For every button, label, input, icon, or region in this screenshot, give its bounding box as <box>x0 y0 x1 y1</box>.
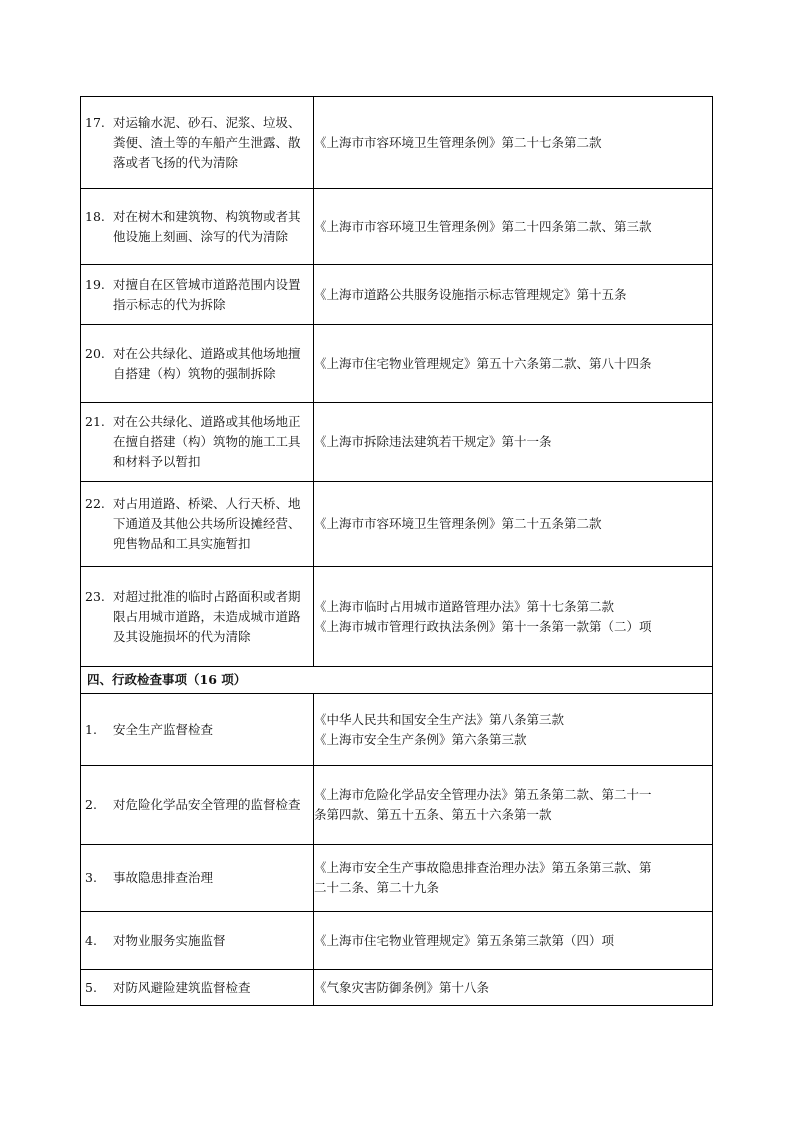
item-text: 对运输水泥、砂石、泥浆、垃圾、粪便、渣土等的车船产生泄露、散落或者飞扬的代为清除 <box>113 114 301 170</box>
law-reference: 《上海市安全生产事故隐患排查治理办法》第五条第三款、第 <box>314 860 652 875</box>
law-reference: 《上海市道路公共服务设施指示标志管理规定》第十五条 <box>314 286 627 302</box>
table-row <box>81 567 713 667</box>
law-reference: 《上海市安全生产条例》第六条第三款 <box>314 731 527 747</box>
law-reference: 《上海市拆除违法建筑若干规定》第十一条 <box>314 434 552 449</box>
law-cell <box>314 189 713 265</box>
law-reference: 《中华人民共和国安全生产法》第八条第三款 <box>314 711 565 727</box>
law-cell <box>314 766 713 845</box>
law-reference: 《上海市危险化学品安全管理办法》第五条第二款、第二十一 <box>314 787 652 802</box>
regulation-table <box>80 96 713 1006</box>
table-row <box>81 694 713 766</box>
law-cell <box>314 970 713 1006</box>
item-cell <box>81 482 314 567</box>
law-cell <box>314 567 713 667</box>
item-text: 事故隐患排查治理 <box>113 870 214 885</box>
item-cell <box>81 694 314 766</box>
law-cell <box>314 403 713 482</box>
law-reference: 《上海市住宅物业管理规定》第五十六条第二款、第八十四条 <box>314 355 652 371</box>
item-cell <box>81 912 314 970</box>
item-cell <box>81 325 314 403</box>
item-text: 对在公共绿化、道路或其他场地正在擅自搭建（构）筑物的施工工具和材料予以暂扣 <box>113 414 301 469</box>
table-row <box>81 482 713 567</box>
law-reference: 《上海市城市管理行政执法条例》第十一条第一款第（二）项 <box>314 618 652 634</box>
item-text: 对防风避险建筑监督检查 <box>113 979 251 995</box>
item-number: 19. <box>85 276 105 292</box>
item-number: 21. <box>85 414 105 429</box>
law-reference: 《气象灾害防御条例》第十八条 <box>314 979 490 995</box>
law-reference: 《上海市住宅物业管理规定》第五条第三款第（四）项 <box>314 932 615 948</box>
item-number: 18. <box>85 208 105 224</box>
table-row <box>81 766 713 845</box>
law-cell <box>314 845 713 912</box>
item-text: 对危险化学品安全管理的监督检查 <box>113 797 301 812</box>
table-row <box>81 325 713 403</box>
law-cell <box>314 97 713 189</box>
table-row <box>81 189 713 265</box>
item-cell <box>81 97 314 189</box>
item-cell <box>81 766 314 845</box>
item-text: 对在公共绿化、道路或其他场地擅自搭建（构）筑物的强制拆除 <box>113 345 301 381</box>
item-text: 安全生产监督检查 <box>113 721 214 737</box>
table-row <box>81 970 713 1006</box>
table-row <box>81 845 713 912</box>
item-number: 1. <box>85 721 97 737</box>
item-text: 对占用道路、桥梁、人行天桥、地下通道及其他公共场所设摊经营、兜售物品和工具实施暂扣 <box>113 496 301 551</box>
item-cell <box>81 567 314 667</box>
law-cell <box>314 265 713 325</box>
item-number: 3. <box>85 870 97 885</box>
law-reference: 条第四款、第五十五条、第五十六条第一款 <box>314 807 552 822</box>
item-text: 对擅自在区管城市道路范围内设置指示标志的代为拆除 <box>113 276 301 312</box>
item-text: 对物业服务实施监督 <box>113 932 226 948</box>
law-reference: 《上海市市容环境卫生管理条例》第二十五条第二款 <box>314 516 602 531</box>
item-number: 5. <box>85 979 97 995</box>
item-cell <box>81 845 314 912</box>
item-text: 对在树木和建筑物、构筑物或者其他设施上刻画、涂写的代为清除 <box>113 208 301 244</box>
item-number: 17. <box>85 114 105 130</box>
law-cell <box>314 325 713 403</box>
item-cell <box>81 970 314 1006</box>
table-row <box>81 912 713 970</box>
item-cell <box>81 403 314 482</box>
law-reference: 《上海市临时占用城市道路管理办法》第十七条第二款 <box>314 598 615 614</box>
item-number: 4. <box>85 932 97 948</box>
item-cell <box>81 189 314 265</box>
section-title: 四、行政检查事项（16 项） <box>81 667 713 694</box>
law-cell <box>314 482 713 567</box>
law-reference: 《上海市市容环境卫生管理条例》第二十七条第二款 <box>314 134 602 150</box>
item-cell <box>81 265 314 325</box>
item-number: 23. <box>85 588 105 604</box>
table-row <box>81 403 713 482</box>
table-row <box>81 265 713 325</box>
item-number: 20. <box>85 345 105 361</box>
law-reference: 二十二条、第二十九条 <box>314 880 440 895</box>
item-number: 22. <box>85 496 105 511</box>
table-row <box>81 97 713 189</box>
law-cell <box>314 912 713 970</box>
section-header-row <box>81 667 713 694</box>
law-reference: 《上海市市容环境卫生管理条例》第二十四条第二款、第三款 <box>314 218 652 234</box>
item-text: 对超过批准的临时占路面积或者期限占用城市道路，未造成城市道路及其设施损坏的代为清除 <box>113 588 301 644</box>
item-number: 2. <box>85 797 97 812</box>
law-cell <box>314 694 713 766</box>
